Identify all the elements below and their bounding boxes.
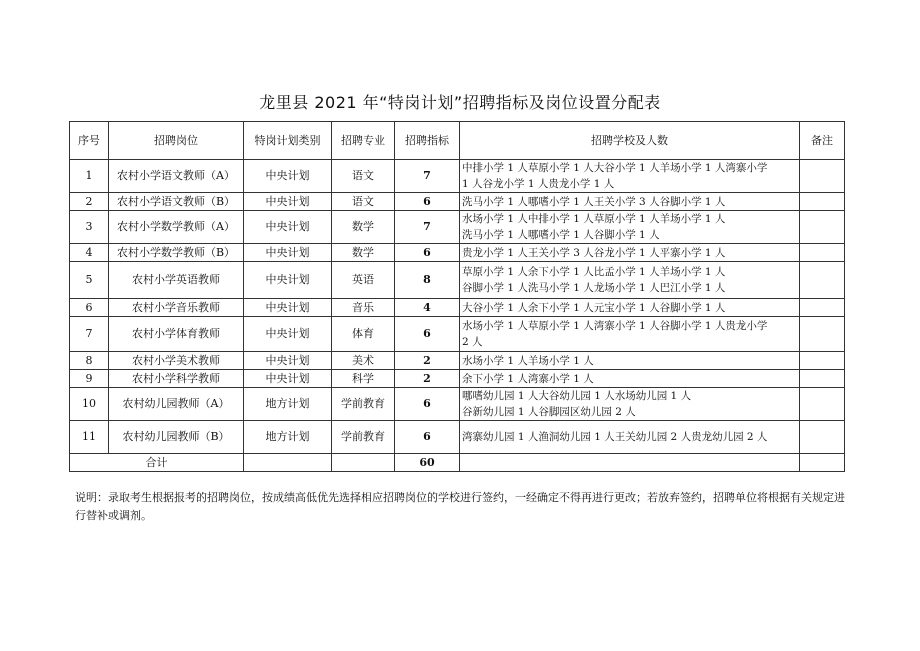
row-quota: 6 [395, 244, 460, 262]
total-empty [244, 454, 332, 472]
school-line: 余下小学 1 人湾寨小学 1 人 [462, 372, 594, 385]
row-quota: 4 [395, 299, 460, 317]
row-quota: 6 [395, 421, 460, 454]
row-no: 9 [70, 370, 109, 388]
total-empty [800, 454, 845, 472]
total-row [70, 454, 845, 472]
row-quota: 7 [395, 160, 460, 193]
total-empty [332, 454, 395, 472]
row-major: 科学 [332, 370, 395, 388]
table-row [70, 421, 845, 454]
row-schools [460, 262, 800, 299]
row-schools [460, 317, 800, 352]
row-schools [460, 352, 800, 370]
row-position: 农村小学科学教师 [109, 370, 244, 388]
header-plan-type: 特岗计划类别 [244, 122, 332, 160]
school-line: 贵龙小学 1 人王关小学 3 人谷龙小学 1 人平寨小学 1 人 [462, 246, 726, 259]
row-schools [460, 299, 800, 317]
row-remarks [800, 317, 845, 352]
row-remarks [800, 352, 845, 370]
table-body [70, 160, 845, 472]
row-plan-type: 地方计划 [244, 421, 332, 454]
row-plan-type: 中央计划 [244, 211, 332, 244]
table-row [70, 262, 845, 299]
row-plan-type: 中央计划 [244, 299, 332, 317]
row-plan-type: 中央计划 [244, 317, 332, 352]
school-line: 哪嗜幼儿园 1 人大谷幼儿园 1 人水场幼儿园 1 人 [462, 390, 692, 402]
row-position: 农村小学数学教师（B） [109, 244, 244, 262]
row-schools [460, 421, 800, 454]
row-no: 2 [70, 193, 109, 211]
row-position: 农村小学体育教师 [109, 317, 244, 352]
row-position: 农村幼儿园教师（A） [109, 388, 244, 421]
row-remarks [800, 160, 845, 193]
row-remarks [800, 388, 845, 421]
row-major: 语文 [332, 160, 395, 193]
row-schools [460, 388, 800, 421]
school-line: 1 人谷龙小学 1 人贵龙小学 1 人 [462, 178, 615, 190]
total-quota: 60 [395, 454, 460, 472]
row-schools [460, 193, 800, 211]
header-no: 序号 [70, 122, 109, 160]
school-line: 2 人 [462, 336, 483, 348]
explanation-note: 说明：录取考生根据报考的招聘岗位，按成绩高低优先选择相应招聘岗位的学校进行签约，一经确定不得再进行更改；若放弃签约，招聘单位将根据有关规定进行替补或调剂。 [75, 491, 845, 522]
row-major: 学前教育 [332, 421, 395, 454]
row-plan-type: 中央计划 [244, 352, 332, 370]
school-line: 水场小学 1 人草原小学 1 人湾寨小学 1 人谷脚小学 1 人贵龙小学 [462, 320, 768, 332]
school-line: 大谷小学 1 人余下小学 1 人元宝小学 1 人谷脚小学 1 人 [462, 301, 726, 314]
header-schools: 招聘学校及人数 [460, 122, 800, 160]
row-quota: 6 [395, 317, 460, 352]
header-remarks: 备注 [800, 122, 845, 160]
row-quota: 2 [395, 352, 460, 370]
row-quota: 2 [395, 370, 460, 388]
school-line: 水场小学 1 人羊场小学 1 人 [462, 354, 594, 367]
row-remarks [800, 193, 845, 211]
row-plan-type: 中央计划 [244, 370, 332, 388]
row-plan-type: 中央计划 [244, 244, 332, 262]
row-schools [460, 211, 800, 244]
total-empty [460, 454, 800, 472]
school-line: 中排小学 1 人草原小学 1 人大谷小学 1 人羊场小学 1 人湾寨小学 [462, 162, 768, 174]
row-no: 1 [70, 160, 109, 193]
row-position: 农村幼儿园教师（B） [109, 421, 244, 454]
row-position: 农村小学语文教师（B） [109, 193, 244, 211]
row-major: 数学 [332, 211, 395, 244]
row-position: 农村小学英语教师 [109, 262, 244, 299]
row-schools [460, 244, 800, 262]
table-row [70, 160, 845, 193]
row-plan-type: 地方计划 [244, 388, 332, 421]
row-no: 4 [70, 244, 109, 262]
table-row [70, 370, 845, 388]
row-no: 11 [70, 421, 109, 454]
table-row [70, 352, 845, 370]
row-position: 农村小学美术教师 [109, 352, 244, 370]
row-position: 农村小学数学教师（A） [109, 211, 244, 244]
school-line: 草原小学 1 人余下小学 1 人比孟小学 1 人羊场小学 1 人 [462, 266, 726, 278]
school-line: 水场小学 1 人中排小学 1 人草原小学 1 人羊场小学 1 人 [462, 213, 726, 225]
row-quota: 6 [395, 193, 460, 211]
row-no: 5 [70, 262, 109, 299]
school-line: 湾寨幼儿园 1 人渔洞幼儿园 1 人王关幼儿园 2 人贵龙幼儿园 2 人 [462, 431, 768, 443]
row-quota: 8 [395, 262, 460, 299]
table-row [70, 211, 845, 244]
table-row [70, 317, 845, 352]
row-major: 数学 [332, 244, 395, 262]
row-position: 农村小学语文教师（A） [109, 160, 244, 193]
row-position: 农村小学音乐教师 [109, 299, 244, 317]
table-row [70, 388, 845, 421]
row-no: 7 [70, 317, 109, 352]
row-remarks [800, 262, 845, 299]
school-line: 谷新幼儿园 1 人谷脚园区幼儿园 2 人 [462, 406, 636, 418]
row-major: 音乐 [332, 299, 395, 317]
row-no: 8 [70, 352, 109, 370]
row-major: 英语 [332, 262, 395, 299]
row-major: 美术 [332, 352, 395, 370]
school-line: 洗马小学 1 人哪嗜小学 1 人王关小学 3 人谷脚小学 1 人 [462, 195, 726, 208]
row-schools [460, 370, 800, 388]
table-row [70, 244, 845, 262]
row-plan-type: 中央计划 [244, 193, 332, 211]
school-line: 谷脚小学 1 人洗马小学 1 人龙场小学 1 人巴江小学 1 人 [462, 282, 726, 294]
row-schools [460, 160, 800, 193]
row-remarks [800, 370, 845, 388]
row-remarks [800, 211, 845, 244]
table-row [70, 299, 845, 317]
recruitment-table [69, 121, 845, 472]
row-remarks [800, 421, 845, 454]
table-header-row [70, 122, 845, 160]
row-plan-type: 中央计划 [244, 160, 332, 193]
row-quota: 6 [395, 388, 460, 421]
header-major: 招聘专业 [332, 122, 395, 160]
table-row [70, 193, 845, 211]
row-no: 6 [70, 299, 109, 317]
school-line: 洗马小学 1 人哪嗜小学 1 人谷脚小学 1 人 [462, 229, 660, 241]
row-major: 语文 [332, 193, 395, 211]
row-major: 学前教育 [332, 388, 395, 421]
row-plan-type: 中央计划 [244, 262, 332, 299]
row-remarks [800, 299, 845, 317]
row-remarks [800, 244, 845, 262]
row-quota: 7 [395, 211, 460, 244]
document-title: 龙里县 2021 年“特岗计划”招聘指标及岗位设置分配表 [259, 93, 661, 112]
total-label: 合计 [70, 454, 244, 472]
row-no: 3 [70, 211, 109, 244]
header-position: 招聘岗位 [109, 122, 244, 160]
header-quota: 招聘指标 [395, 122, 460, 160]
row-major: 体育 [332, 317, 395, 352]
row-no: 10 [70, 388, 109, 421]
